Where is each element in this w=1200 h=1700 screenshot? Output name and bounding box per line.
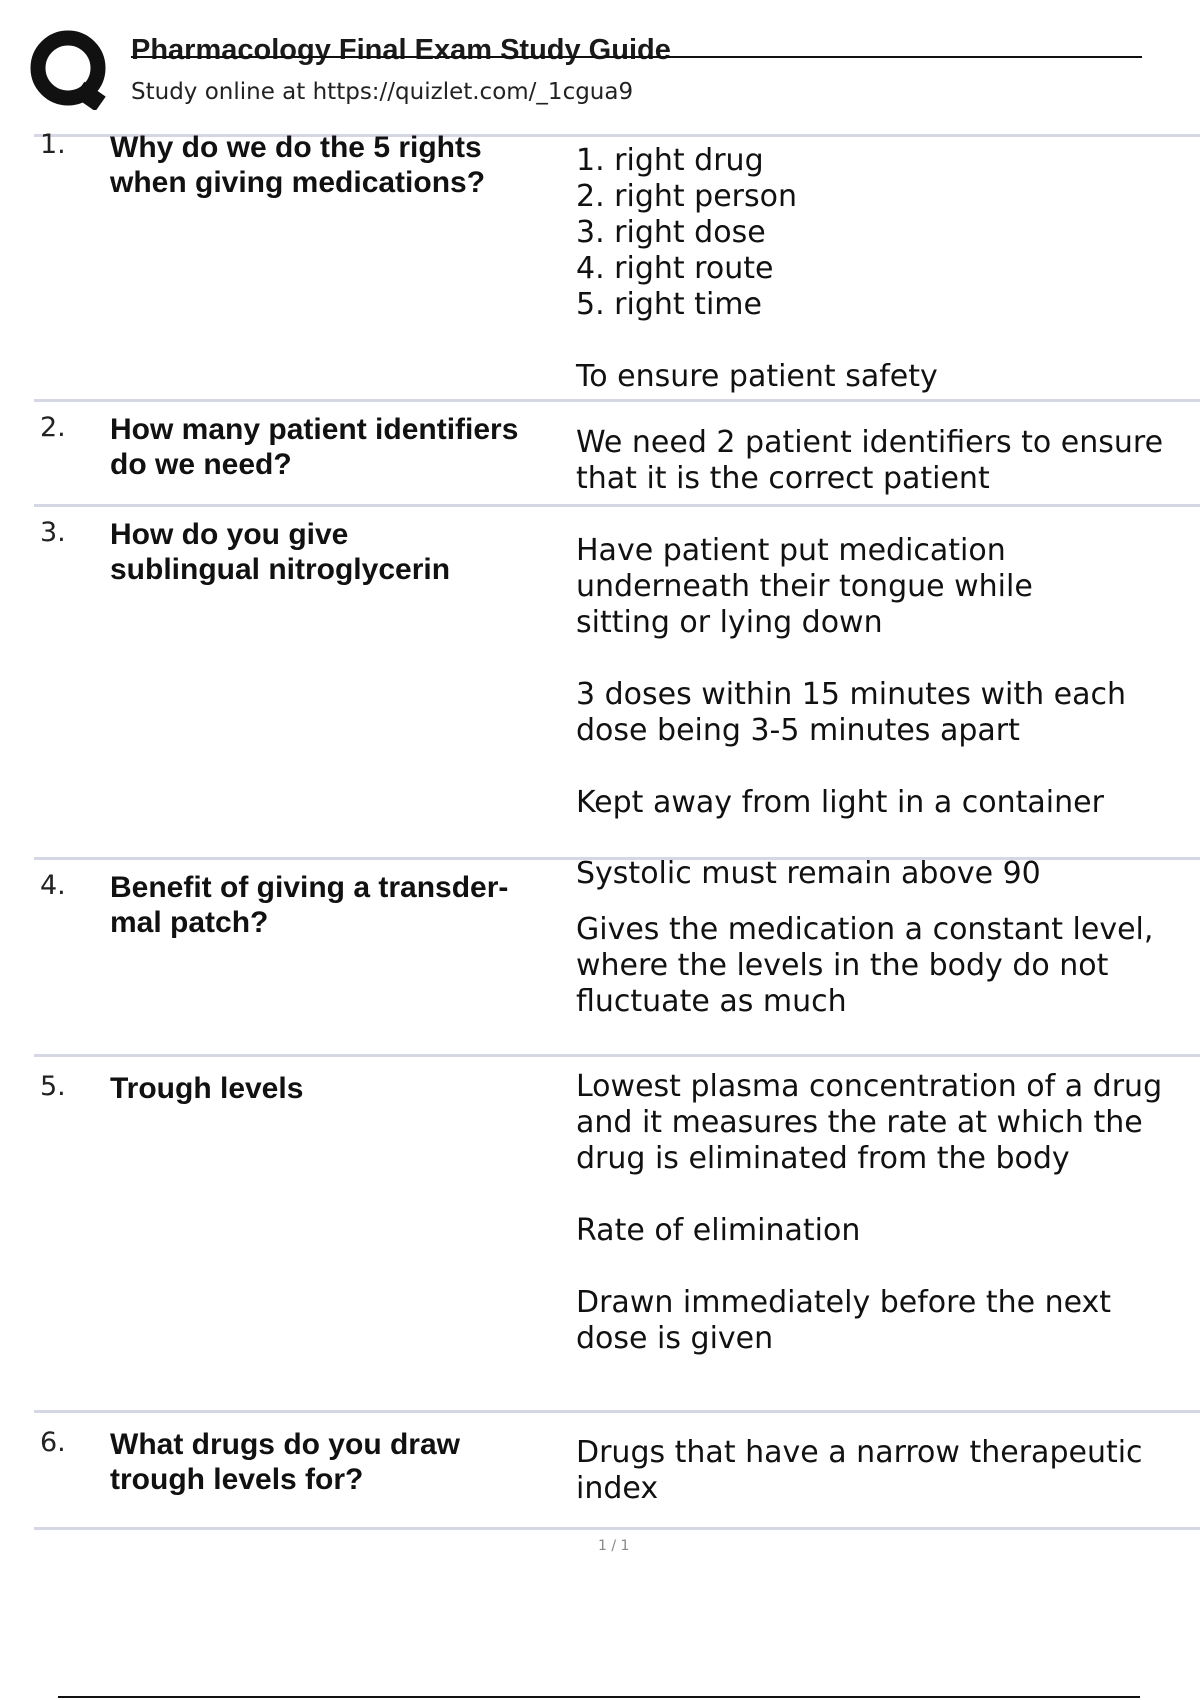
card	[34, 504, 1200, 857]
study-link[interactable]: Study online at https://quizlet.com/_1cgua9	[131, 79, 634, 105]
card-definition	[576, 533, 1200, 821]
card-term: How many patient identifiers do we need?	[110, 413, 519, 481]
list-item: 5. right time	[576, 287, 762, 322]
page-title: Pharmacology Final Exam Study Guide	[131, 34, 671, 66]
card-term: Trough levels	[110, 1072, 304, 1105]
list-item: 3. right dose	[576, 215, 766, 250]
card-definition	[576, 143, 1200, 395]
definition-paragraph: We need 2 patient identifiers to ensure that it is the correct patient	[576, 425, 1164, 496]
card	[34, 1054, 1200, 1410]
definition-paragraph: Rate of elimination	[576, 1213, 861, 1248]
card	[34, 129, 1200, 399]
definition-paragraph: Lowest plasma concentration of a drug and it measures the rate at which the drug is eliminated from the body	[576, 1069, 1163, 1176]
title-rule	[131, 56, 1142, 58]
rights-list	[576, 143, 1200, 323]
card	[34, 857, 1200, 1054]
card-definition	[576, 1435, 1200, 1507]
card-number: 1.	[40, 129, 66, 160]
definition-paragraph: Drawn immediately before the next dose is given	[576, 1285, 1112, 1356]
definition-paragraph: Have patient put medication underneath their tongue while sitting or lying down	[576, 533, 1033, 640]
card-number: 3.	[40, 517, 66, 548]
definition-paragraph: To ensure patient safety	[576, 359, 938, 394]
definition-paragraph: Kept away from light in a container	[576, 785, 1104, 820]
list-item: 2. right person	[576, 179, 798, 214]
card-term: Why do we do the 5 rights when giving medications?	[110, 131, 486, 199]
list-item: 4. right route	[576, 251, 774, 286]
definition-paragraph: 3 doses within 15 minutes with each dose being 3-5 minutes apart	[576, 677, 1127, 748]
card-term: What drugs do you draw trough levels for?	[110, 1428, 460, 1496]
definition-paragraph: Drugs that have a narrow therapeutic index	[576, 1435, 1143, 1506]
card-list	[34, 129, 1200, 1530]
card	[34, 1410, 1200, 1530]
card-definition	[576, 425, 1200, 497]
definition-paragraph: Gives the medication a constant level, where the levels in the body do not fluctuate as much	[576, 912, 1154, 1019]
card-number: 5.	[40, 1071, 66, 1102]
card	[34, 399, 1200, 504]
card-number: 4.	[40, 870, 66, 901]
page-number: 1 / 1	[598, 1538, 630, 1554]
card-definition	[576, 1069, 1200, 1357]
card-term: Benefit of giving a transder-mal patch?	[110, 871, 509, 939]
card-definition	[576, 856, 1200, 1020]
list-item: 1. right drug	[576, 143, 764, 178]
definition-paragraph: Systolic must remain above 90	[576, 856, 1041, 891]
card-number: 6.	[40, 1427, 66, 1458]
card-term: How do you give sublingual nitroglycerin	[110, 518, 451, 586]
bottom-rule	[58, 1696, 1140, 1698]
quizlet-logo-icon	[30, 30, 110, 110]
card-number: 2.	[40, 412, 66, 443]
